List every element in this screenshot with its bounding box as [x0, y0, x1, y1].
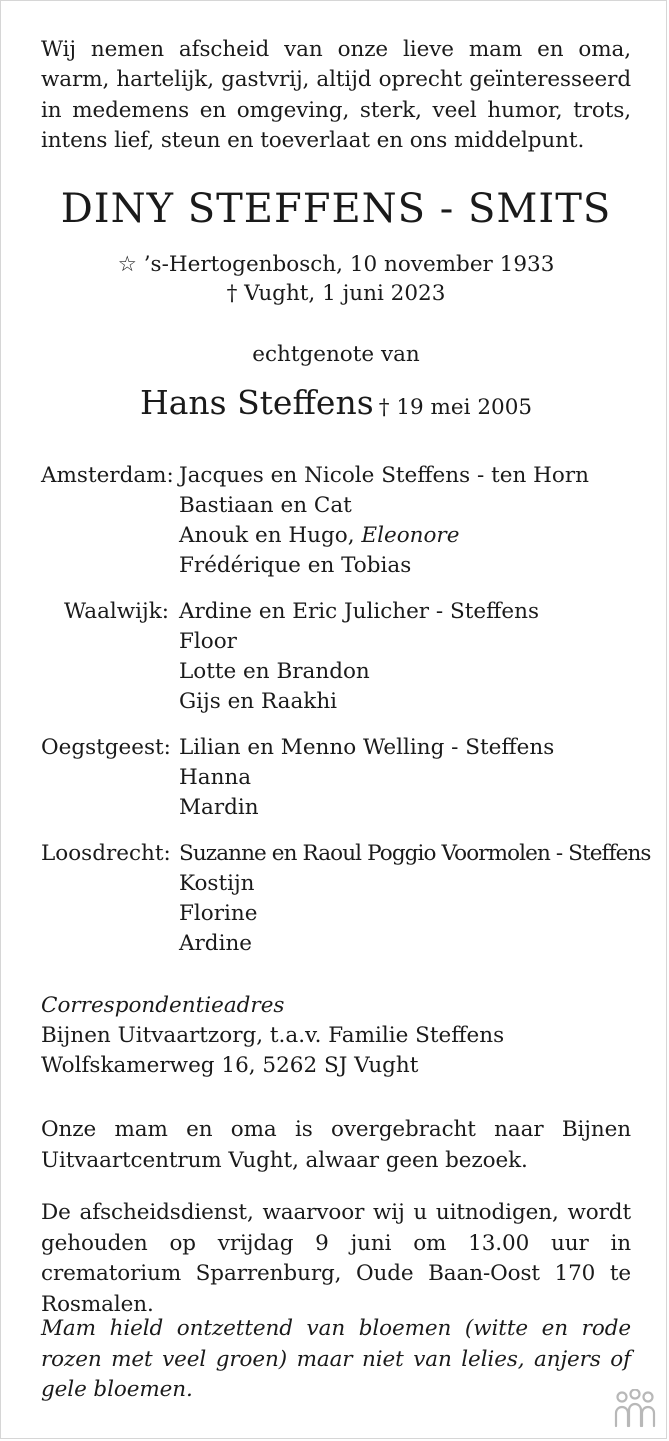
family-member: Floor — [179, 629, 237, 654]
birth-line: ☆ ’s-Hertogenbosch, 10 november 1933 — [117, 252, 555, 277]
family-group-waalwijk — [41, 597, 641, 717]
family-group-amsterdam — [41, 461, 641, 581]
family-member-italic: Eleonore — [361, 523, 460, 548]
family-member: Mardin — [179, 795, 259, 820]
family-member-text: Anouk en Hugo, — [179, 523, 362, 548]
family-member: Suzanne en Raoul Poggio Voormolen - Steffens — [179, 841, 651, 866]
family-place: Loosdrecht: — [41, 841, 171, 866]
intro-paragraph: Wij nemen afscheid van onze lieve mam en oma, warm, hartelijk, gastvrij, altijd oprecht geïnteresseerd in medemens en omgeving, sterk, veel humor, trots, intens lief, steun en toeverlaat en ons middelpunt. — [41, 37, 631, 153]
family-member: Frédérique en Tobias — [179, 553, 412, 578]
family-place: Waalwijk: — [64, 599, 169, 624]
life-dates — [41, 250, 631, 308]
family-member: Gijs en Raakhi — [179, 689, 338, 714]
family-member: Kostijn — [179, 871, 255, 896]
spouse-death-date: † 19 mei 2005 — [378, 395, 533, 420]
family-member: Lilian en Menno Welling - Steffens — [179, 735, 555, 760]
correspondence-label: Correspondentieadres — [41, 993, 285, 1018]
family-member: Ardine — [179, 931, 253, 956]
deceased-name: DINY STEFFENS - SMITS — [60, 186, 612, 232]
family-member: Florine — [179, 901, 258, 926]
family-member: Jacques en Nicole Steffens - ten Horn — [179, 463, 589, 488]
spouse-name: Hans Steffens — [139, 383, 374, 422]
family-member: Bastiaan en Cat — [179, 493, 352, 518]
service-paragraph: De afscheidsdienst, waarvoor wij u uitnodigen, wordt gehouden op vrijdag 9 juni om 13.00 uur in crematorium Sparrenburg, Oude Baan-Oost 170 te Rosmalen. — [41, 1200, 631, 1317]
spouse-intro: echtgenote van — [252, 342, 420, 367]
family-group-loosdrecht — [41, 839, 651, 959]
family-list — [41, 461, 651, 975]
family-member — [179, 521, 641, 551]
family-members — [179, 597, 641, 717]
spouse-line — [41, 379, 631, 427]
family-member: Lotte en Brandon — [179, 659, 370, 684]
family-place: Oegstgeest: — [41, 735, 171, 760]
family-members — [179, 733, 641, 823]
family-members — [179, 461, 641, 581]
family-members — [179, 839, 651, 959]
transfer-paragraph: Onze mam en oma is overgebracht naar Bijnen Uitvaartcentrum Vught, alwaar geen bezoek. — [41, 1117, 631, 1173]
flowers-paragraph: Mam hield ontzettend van bloemen (witte en rode rozen met veel groen) maar niet van lelies, anjers of gele bloemen. — [41, 1316, 631, 1402]
family-member: Ardine en Eric Julicher - Steffens — [179, 599, 539, 624]
death-line: † Vught, 1 juni 2023 — [226, 281, 446, 306]
family-member: Hanna — [179, 765, 252, 790]
correspondence-line: Wolfskamerweg 16, 5262 SJ Vught — [41, 1053, 419, 1078]
family-figures-icon — [613, 1389, 657, 1429]
correspondence-line: Bijnen Uitvaartzorg, t.a.v. Familie Steffens — [41, 1023, 505, 1048]
family-place: Amsterdam: — [41, 463, 174, 488]
correspondence-address — [41, 991, 631, 1081]
family-group-oegstgeest — [41, 733, 641, 823]
